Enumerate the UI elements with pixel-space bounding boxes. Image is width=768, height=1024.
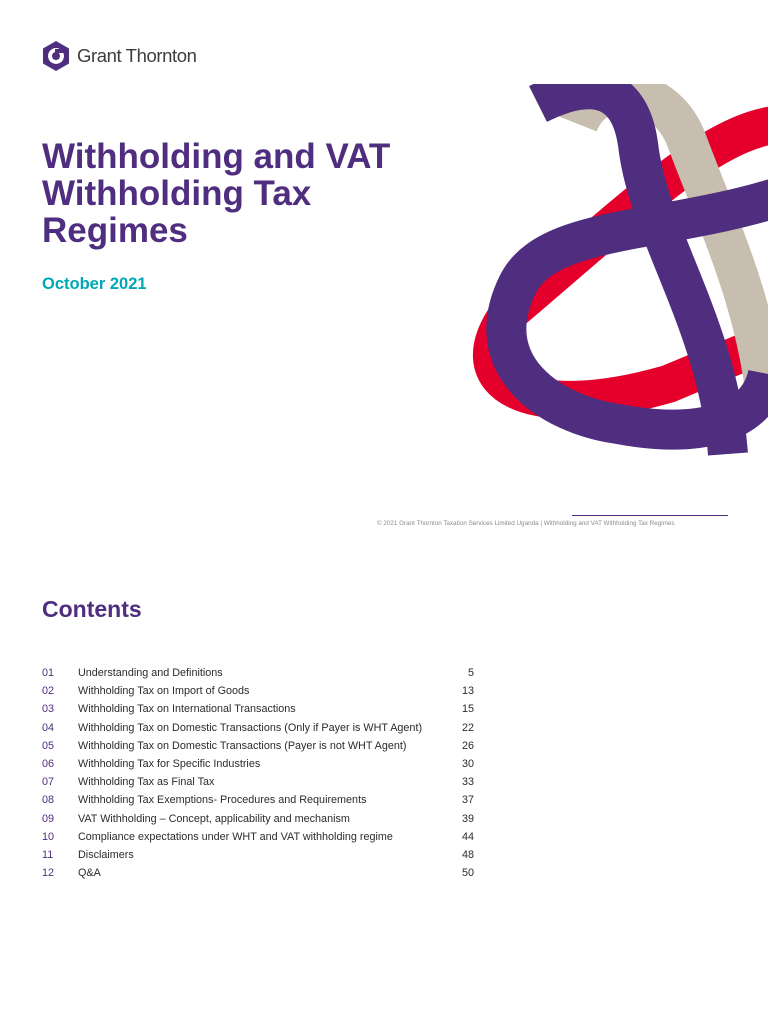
toc-page: 15 — [461, 703, 474, 716]
toc-row[interactable] — [42, 846, 474, 864]
grant-thornton-logo — [41, 40, 197, 72]
toc-title: Understanding and Definitions — [78, 667, 223, 679]
ribbon-graphic — [468, 84, 768, 460]
toc-number: 02 — [42, 685, 55, 698]
document-date: October 2021 — [42, 275, 147, 293]
toc-number: 11 — [42, 848, 54, 861]
toc-row[interactable] — [42, 664, 474, 682]
toc-number: 12 — [42, 867, 55, 880]
brand-name: Grant Thornton — [77, 45, 197, 66]
toc-page: 30 — [461, 757, 474, 770]
title-line: Regimes — [42, 211, 188, 250]
document-title — [42, 138, 442, 249]
toc-number: 10 — [42, 830, 55, 843]
toc-title: VAT Withholding – Concept, applicability and mechanism — [78, 812, 350, 825]
toc-page: 33 — [461, 776, 474, 789]
toc-row[interactable] — [42, 700, 474, 718]
footer-divider — [572, 515, 728, 516]
title-line: Withholding Tax — [42, 174, 312, 213]
toc-row[interactable] — [42, 737, 474, 755]
toc-page: 39 — [461, 812, 474, 825]
toc-row[interactable] — [42, 828, 474, 846]
toc-number: 03 — [42, 703, 55, 716]
toc-page: 37 — [461, 794, 474, 807]
toc-number: 05 — [42, 739, 55, 752]
grant-thornton-logo-icon — [41, 40, 71, 72]
toc-title: Withholding Tax for Specific Industries — [78, 757, 261, 770]
toc-title: Withholding Tax on Domestic Transactions (Payer is not WHT Agent) — [78, 739, 407, 752]
toc-page: 22 — [461, 721, 474, 734]
toc-row[interactable] — [42, 755, 474, 773]
toc-page: 13 — [461, 685, 474, 698]
toc-page: 44 — [461, 830, 474, 843]
toc-number: 06 — [42, 757, 55, 770]
toc-row[interactable] — [42, 682, 474, 700]
toc-number: 09 — [42, 812, 55, 825]
toc-page: 5 — [467, 667, 474, 679]
toc-page: 50 — [461, 867, 474, 880]
toc-title: Withholding Tax Exemptions- Procedures and Requirements — [78, 794, 367, 807]
toc-number: 07 — [42, 776, 55, 789]
toc-title: Withholding Tax on Import of Goods — [78, 685, 250, 698]
toc-number: 01 — [42, 667, 55, 679]
toc-row[interactable] — [42, 719, 474, 737]
toc-title: Compliance expectations under WHT and VAT withholding regime — [78, 830, 393, 843]
toc-title: Disclaimers — [78, 848, 134, 861]
toc-page: 48 — [461, 848, 474, 861]
toc-title: Q&A — [78, 867, 101, 880]
toc-number: 08 — [42, 794, 55, 807]
toc-row[interactable] — [42, 864, 474, 882]
table-of-contents — [42, 664, 474, 882]
title-line: Withholding and VAT — [42, 137, 391, 176]
toc-title: Withholding Tax on Domestic Transactions (Only if Payer is WHT Agent) — [78, 721, 423, 734]
toc-row[interactable] — [42, 773, 474, 791]
toc-title: Withholding Tax on International Transactions — [78, 703, 296, 716]
toc-page: 26 — [461, 739, 474, 752]
copyright-footer: © 2021 Grant Thornton Taxation Services Limited Uganda | Withholding and VAT Withholding Tax Regimes — [377, 520, 675, 527]
contents-heading: Contents — [42, 596, 142, 622]
toc-number: 04 — [42, 721, 55, 734]
toc-row[interactable] — [42, 791, 474, 809]
toc-row[interactable] — [42, 810, 474, 828]
toc-title: Withholding Tax as Final Tax — [78, 776, 215, 789]
